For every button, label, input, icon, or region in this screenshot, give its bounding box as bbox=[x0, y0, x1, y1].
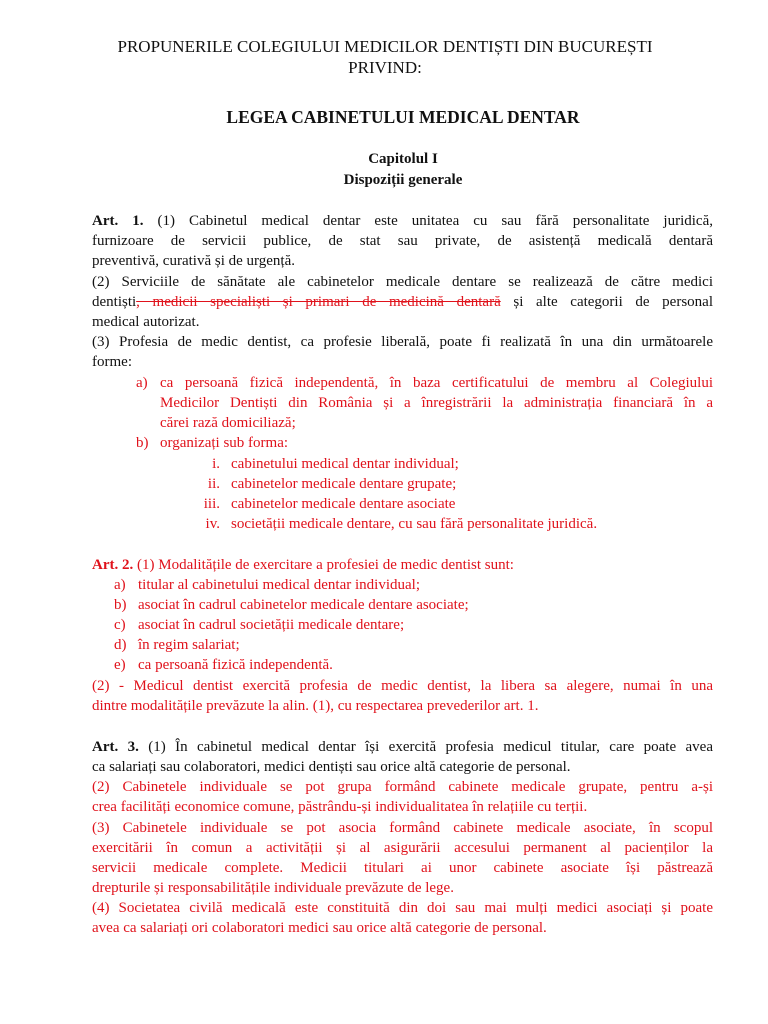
art2-item-b: asociat în cadrul cabinetelor medicale dentare asociate; bbox=[138, 597, 469, 613]
art2-intro bbox=[92, 555, 713, 575]
art3-p4-line1: (4) Societatea civilă medicală este constituită din doi sau mai mulți medici asociați și poate bbox=[92, 900, 713, 916]
art2-marker-e: e) bbox=[114, 657, 126, 673]
art1-p2-text-b: și alte categorii de personal bbox=[500, 294, 713, 310]
art1-p1-line3: preventivă, curativă și de urgență. bbox=[92, 253, 295, 269]
list-marker-b: b) bbox=[136, 435, 149, 451]
art2-intro-text: (1) Modalitățile de exercitare a profesiei de medic dentist sunt: bbox=[133, 557, 514, 573]
art1-item-b: organizați sub forma: bbox=[160, 435, 289, 451]
art1-item-a-line1: ca persoană fizică independentă, în baza certificatului de membru al Colegiului bbox=[160, 375, 713, 391]
law-title: LEGEA CABINETULUI MEDICAL DENTAR bbox=[226, 107, 580, 127]
sub-item-iv: societății medicale dentare, cu sau fără personalitate juridică. bbox=[231, 516, 598, 532]
art2-item-a: titular al cabinetului medical dentar individual; bbox=[138, 577, 420, 593]
sub-item-iii: cabinetelor medicale dentare asociate bbox=[231, 496, 456, 512]
art3-label: Art. 3. bbox=[92, 739, 139, 755]
sub-marker-ii: ii. bbox=[207, 476, 220, 492]
art3-p1-line1 bbox=[92, 737, 713, 757]
sub-marker-i: i. bbox=[212, 456, 220, 472]
sub-marker-iv: iv. bbox=[205, 516, 220, 532]
art3-p2-line1: (2) Cabinetele individuale se pot grupa formând cabinete medicale grupate, pentru a-și bbox=[92, 779, 713, 795]
art3-p3-line2: exercitării în comun a activității și al asigurării accesului permanent al pacienților la bbox=[92, 840, 713, 856]
sub-marker-iii: iii. bbox=[203, 496, 220, 512]
chapter-subtitle: Dispoziții generale bbox=[343, 172, 463, 188]
art2-p2-line1: (2) - Medicul dentist exercită profesia de medic dentist, la libera sa alegere, numai în una bbox=[92, 678, 713, 694]
art2-item-d: în regim salariat; bbox=[138, 637, 240, 653]
art1-item-a-line2: Medicilor Dentiști din România și a înregistrării la administrația financiară în a bbox=[160, 395, 713, 411]
title-line-1: PROPUNERILE COLEGIULUI MEDICILOR DENTIȘTI DIN BUCUREȘTI bbox=[117, 37, 653, 56]
art1-p2-line1: (2) Serviciile de sănătate ale cabinetelor medicale dentare se realizează de către medici bbox=[92, 274, 713, 290]
art1-p1-text: (1) Cabinetul medical dentar este unitatea cu sau fără personalitate juridică, bbox=[157, 213, 713, 229]
art3-p2-line2: crea facilități economice comune, păstrându-și individualitatea în relațiile cu terții. bbox=[92, 799, 588, 815]
art1-p2-line3: medical autorizat. bbox=[92, 314, 200, 330]
art3-p3-line4: drepturile și responsabilitățile individuale prevăzute de lege. bbox=[92, 880, 454, 896]
art2-marker-b: b) bbox=[114, 597, 127, 613]
art1-p1-line1 bbox=[92, 211, 713, 231]
art2-marker-a: a) bbox=[114, 577, 126, 593]
title-line-2: PRIVIND: bbox=[348, 58, 422, 77]
list-marker-a: a) bbox=[136, 375, 148, 391]
art1-p2-line2 bbox=[92, 292, 713, 312]
art2-item-e: ca persoană fizică independentă. bbox=[138, 657, 333, 673]
art1-p3-line1: (3) Profesia de medic dentist, ca profesie liberală, poate fi realizată în una din următoarele bbox=[92, 334, 713, 350]
art2-marker-c: c) bbox=[114, 617, 126, 633]
art1-label: Art. 1. bbox=[92, 213, 144, 229]
art1-p2-text-a: dentiști bbox=[92, 294, 137, 310]
chapter-heading: Capitolul I bbox=[368, 151, 438, 167]
deleted-text: , medicii specialiști și primari de medicină dentară bbox=[136, 294, 501, 310]
art3-p4-line2: avea ca salariați ori colaboratori medici sau orice altă categorie de personal. bbox=[92, 920, 547, 936]
art1-item-a-line3: cărei rază domiciliază; bbox=[160, 415, 296, 431]
art2-marker-d: d) bbox=[114, 637, 127, 653]
art1-p3-line2: forme: bbox=[92, 354, 132, 370]
document-title bbox=[80, 36, 690, 78]
sub-item-ii: cabinetelor medicale dentare grupate; bbox=[231, 476, 457, 492]
art3-p3-line3: servicii medicale complete. Medicii titulari ai unor cabinete asociate își păstrează bbox=[92, 860, 713, 876]
art2-label: Art. 2. bbox=[92, 557, 134, 573]
art3-p1-text: (1) În cabinetul medical dentar își exercită profesia medicul titular, care poate avea bbox=[138, 739, 713, 755]
sub-item-i: cabinetului medical dentar individual; bbox=[231, 456, 459, 472]
art3-p1-line2: ca salariați sau colaboratori, medici dentiști sau orice altă categorie de personal. bbox=[92, 759, 571, 775]
art2-p2-line2: dintre modalitățile prevăzute la alin. (1), cu respectarea prevederilor art. 1. bbox=[92, 698, 539, 714]
art1-p1-line2: furnizoare de servicii publice, de stat sau private, de asistență medicală dentară bbox=[92, 233, 713, 249]
art2-item-c: asociat în cadrul societății medicale dentare; bbox=[138, 617, 405, 633]
art3-p3-line1: (3) Cabinetele individuale se pot asocia formând cabinete medicale asociate, în scopul bbox=[92, 820, 713, 836]
